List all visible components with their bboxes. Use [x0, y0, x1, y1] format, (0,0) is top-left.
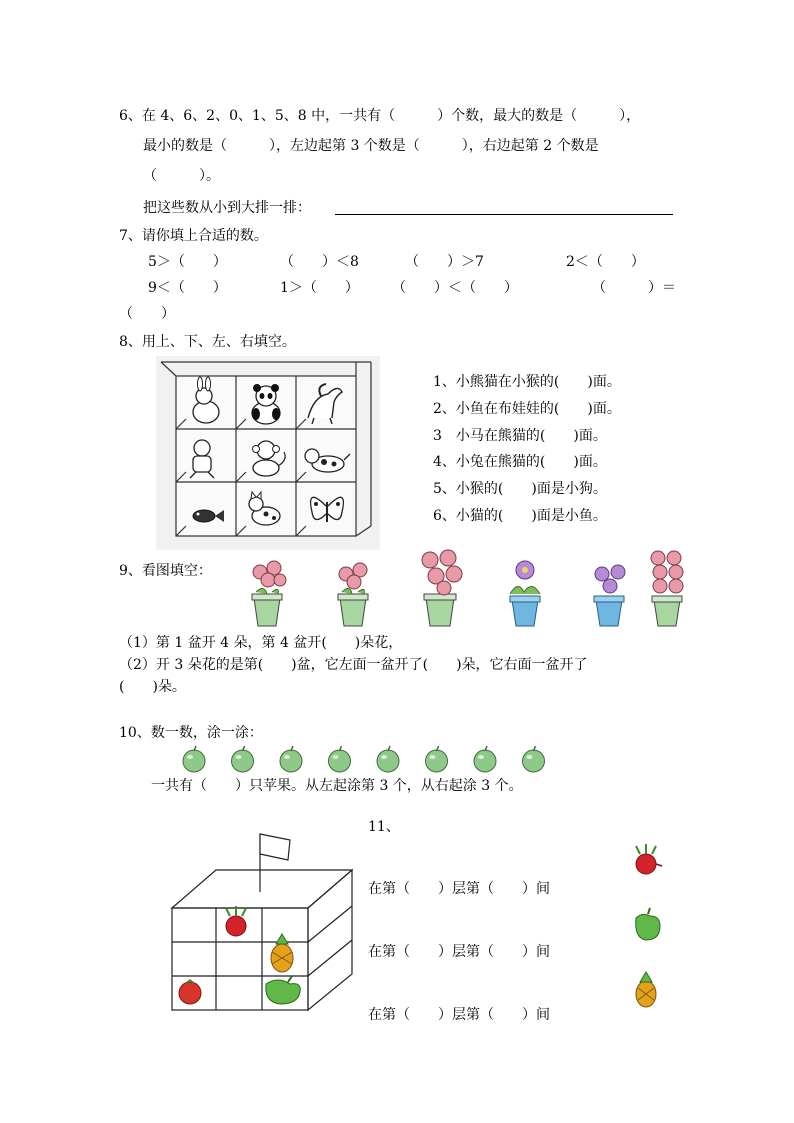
q11-row-1: 在第（ ）层第（ ）间 [368, 881, 550, 897]
apple-icon[interactable] [232, 746, 254, 772]
q11-building-figure [160, 826, 360, 1022]
apple-icon[interactable] [523, 746, 545, 772]
flowerpot-6 [651, 551, 683, 626]
q11-title: 11、 [368, 819, 400, 835]
q10-title: 10、数一数，涂一涂： [119, 725, 263, 741]
q7-r1c1[interactable]: 5＞（ ） [148, 254, 227, 270]
q6-line1: 6、在 4、6、2、0、1、5、8 中，一共有（ ）个数，最大的数是（ ）， [119, 108, 641, 124]
q8-shelf-figure [156, 356, 380, 550]
q6-line2: 最小的数是（ ），左边起第 3 个数是（ ），右边起第 2 个数是 [143, 138, 599, 154]
q10-line1: 一共有（ ）只苹果。从左起涂第 3 个，从右起涂 3 个。 [151, 778, 523, 794]
q8-item-6: 6、小猫的( )面是小鱼。 [433, 508, 607, 524]
legend-radish-icon [636, 844, 662, 874]
q8-item-1: 1、小熊猫在小猴的( )面。 [433, 374, 621, 390]
q7-r1c3[interactable]: （ ）＞7 [405, 254, 484, 270]
q7-title: 7、请你填上合适的数。 [119, 228, 268, 244]
q9-line3: ( )朵。 [119, 679, 186, 695]
q6-answer-line[interactable] [335, 214, 673, 215]
apple-icon[interactable] [329, 746, 351, 772]
q7-r2c4[interactable]: （ ）＝ [592, 280, 676, 296]
q8-item-2: 2、小鱼在布娃娃的( )面。 [433, 401, 621, 417]
flowerpot-1 [252, 561, 286, 626]
flowerpot-3 [422, 550, 462, 626]
legend-pepper-icon [636, 908, 660, 940]
q7-r1c2[interactable]: （ ）＜8 [280, 254, 359, 270]
flowerpot-4 [510, 561, 540, 626]
flowerpot-5 [594, 565, 625, 626]
q9-line2: （2）开 3 朵花的是第( )盆，它左面一盆开了( )朵，它右面一盆开了 [119, 657, 588, 673]
pineapple-icon [271, 934, 293, 972]
tomato-icon [179, 980, 201, 1004]
q9-title: 9、看图填空： [119, 563, 212, 579]
q8-item-5: 5、小猴的( )面是小狗。 [433, 481, 607, 497]
q8-item-4: 4、小兔在熊猫的( )面。 [433, 454, 607, 470]
apple-icon[interactable] [183, 746, 205, 772]
apple-icon[interactable] [280, 746, 302, 772]
q7-r3[interactable]: （ ） [119, 306, 175, 322]
q6-line4: 把这些数从小到大排一排： [143, 200, 311, 216]
radish-icon [226, 906, 246, 936]
q7-r1c4[interactable]: 2＜（ ） [566, 254, 645, 270]
legend-pineapple-icon [636, 972, 656, 1007]
apple-icon[interactable] [377, 746, 399, 772]
q8-title: 8、用上、下、左、右填空。 [119, 334, 296, 350]
q11-row-2: 在第（ ）层第（ ）间 [368, 944, 550, 960]
q7-r2c2[interactable]: 1＞（ ） [280, 280, 359, 296]
flowerpot-2 [338, 563, 368, 626]
q11-row-3: 在第（ ）层第（ ）间 [368, 1007, 550, 1023]
apple-icon[interactable] [474, 746, 496, 772]
q9-flowerpots [240, 546, 694, 630]
apple-icon[interactable] [426, 746, 448, 772]
q9-line1: （1）第 1 盆开 4 朵，第 4 盆开( )朵花， [119, 635, 403, 651]
q6-line3: （ ）。 [143, 168, 220, 184]
q7-r2c1[interactable]: 9＜（ ） [148, 280, 227, 296]
q11-legend-icons [628, 842, 668, 1012]
q10-apple-row [180, 746, 550, 774]
q7-r2c3[interactable]: （ ）＜（ ） [392, 280, 518, 296]
q8-item-3: 3 小马在熊猫的( )面。 [433, 428, 607, 444]
pepper-icon [266, 976, 301, 1004]
